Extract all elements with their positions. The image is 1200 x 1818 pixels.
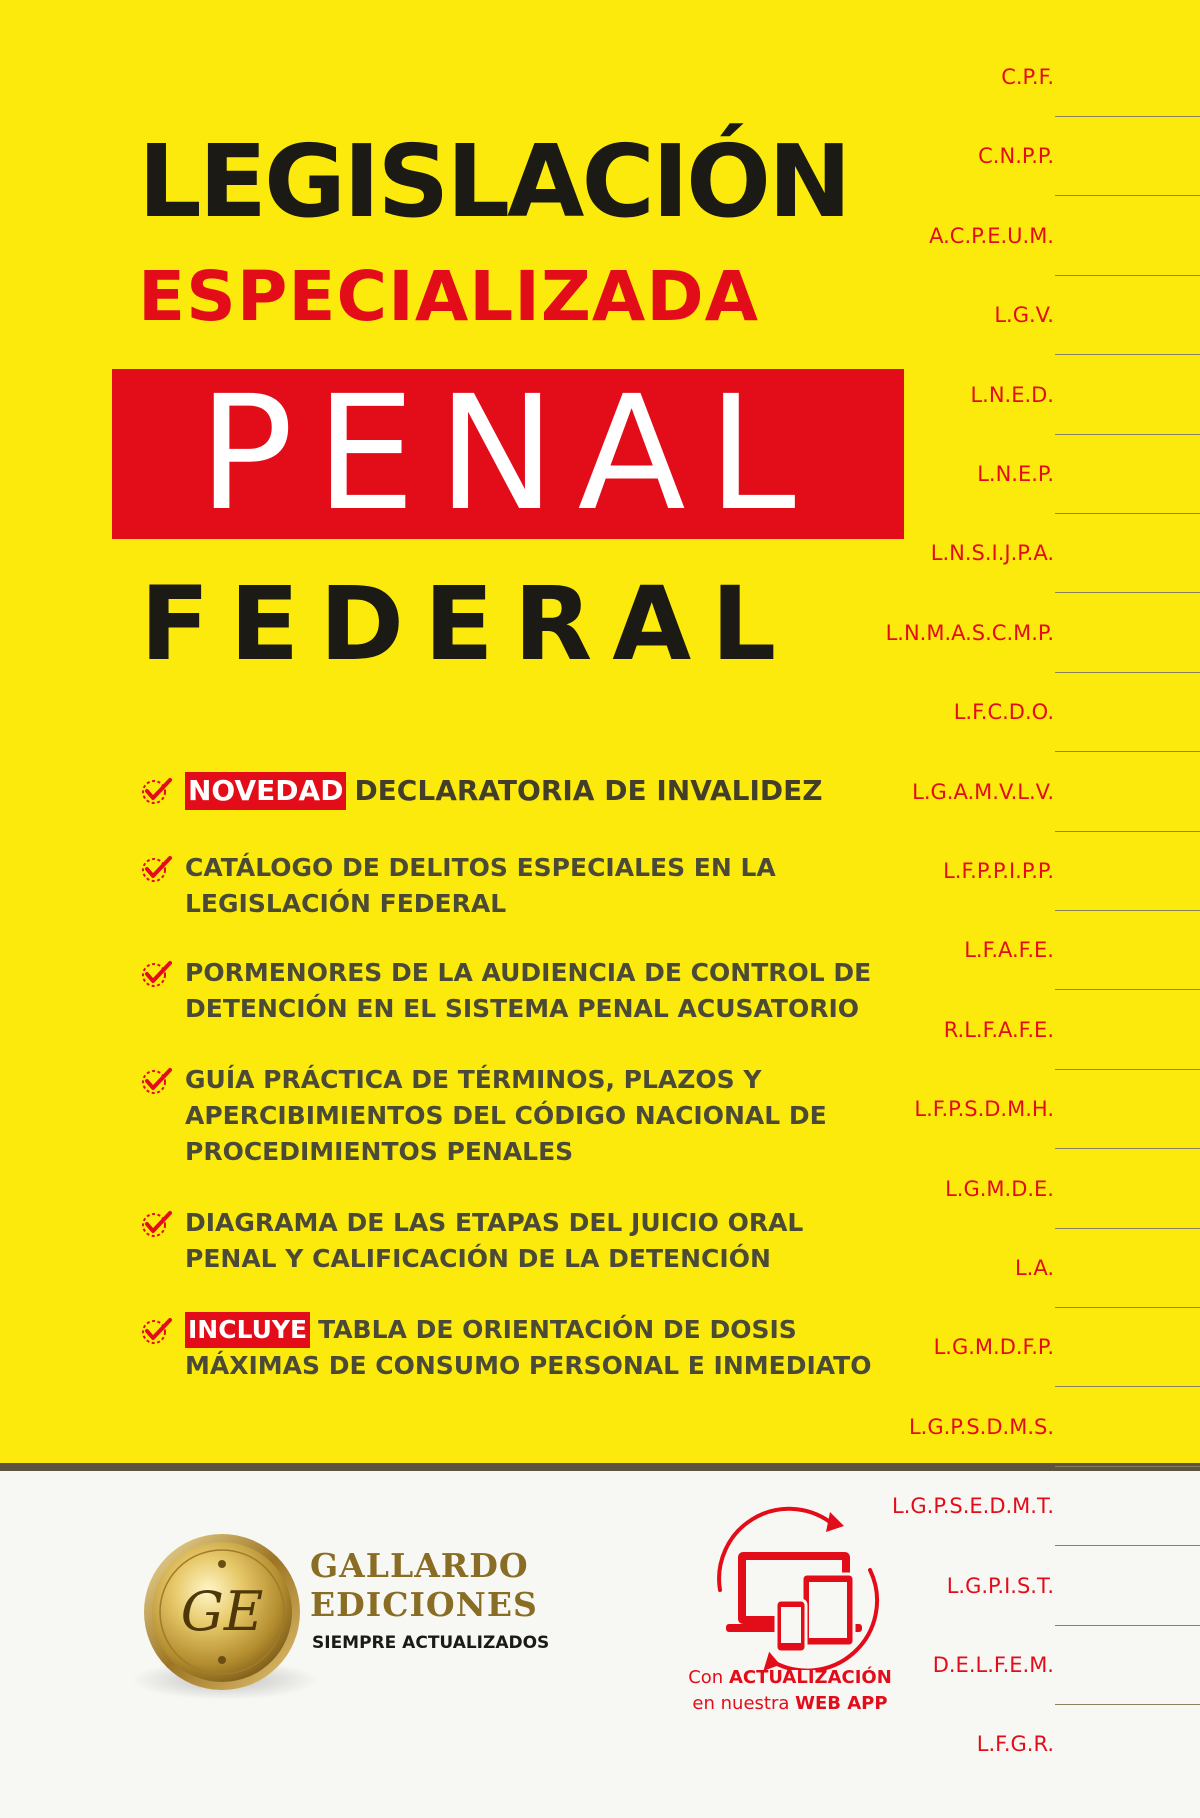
- abbreviation-item: [935, 1547, 1200, 1626]
- feature-tag-badge: INCLUYE: [185, 1312, 310, 1348]
- checkmark-circle-icon: [140, 1066, 174, 1096]
- abbreviation-item: [935, 435, 1200, 514]
- abbreviation-label: L.N.M.A.S.C.M.P.: [885, 620, 1054, 645]
- checkmark-circle-icon: [140, 1316, 174, 1346]
- abbreviation-item: [929, 197, 1200, 276]
- abbreviation-label: L.N.E.D.: [970, 382, 1054, 407]
- abbreviation-item: [935, 356, 1200, 435]
- update-caption-con: Con: [688, 1667, 729, 1688]
- feature-tag-badge: NOVEDAD: [185, 772, 346, 810]
- feature-line: DIAGRAMA DE LAS ETAPAS DEL JUICIO ORAL: [185, 1208, 804, 1237]
- feature-line: [185, 1312, 905, 1348]
- checkmark-circle-icon: [140, 776, 174, 806]
- feature-line: APERCIBIMIENTOS DEL CÓDIGO NACIONAL DE: [185, 1101, 827, 1130]
- update-caption-web-app: WEB APP: [795, 1693, 888, 1714]
- abbreviation-item: [885, 594, 1200, 673]
- abbreviation-label: C.N.P.P.: [978, 144, 1054, 169]
- checkmark-circle-icon: [140, 854, 174, 884]
- feature-text: [185, 850, 905, 922]
- abbreviation-label: C.P.F.: [1001, 65, 1054, 89]
- abbreviation-label: L.F.P.S.D.M.H.: [914, 1097, 1054, 1122]
- abbreviation-label: L.G.V.: [994, 303, 1054, 328]
- gallardo-coin-logo-icon: [142, 1532, 302, 1692]
- abbreviation-item: [935, 38, 1200, 117]
- abbreviation-item: [935, 832, 1200, 911]
- checkmark-circle-icon: [140, 1209, 174, 1239]
- title-penal: PENAL: [198, 362, 818, 546]
- abbreviation-label: L.G.A.M.V.L.V.: [912, 779, 1054, 804]
- publisher-name-line1: GALLARDO: [310, 1546, 529, 1585]
- feature-line: MÁXIMAS DE CONSUMO PERSONAL E INMEDIATO: [185, 1351, 872, 1380]
- feature-line: [185, 772, 905, 810]
- abbreviation-item: [935, 117, 1200, 196]
- update-caption-actualizacion: ACTUALIZACIÓN: [728, 1667, 892, 1688]
- feature-line: PROCEDIMIENTOS PENALES: [185, 1137, 574, 1166]
- abbreviation-item: [930, 514, 1200, 593]
- abbreviation-item: [912, 753, 1200, 832]
- abbreviation-label: L.F.P.P.I.P.P.: [943, 859, 1054, 883]
- laptop-tablet-phone-sync-icon: [680, 1500, 900, 1670]
- publisher-tagline: SIEMPRE ACTUALIZADOS: [312, 1633, 550, 1653]
- abbreviation-item: [935, 1229, 1200, 1308]
- abbreviation-item: [914, 1070, 1200, 1149]
- abbreviation-label: L.F.A.F.E.: [964, 938, 1054, 963]
- abbreviation-label: L.G.M.D.F.P.: [933, 1335, 1054, 1360]
- feature-text: [185, 772, 905, 810]
- publisher-name-line2: EDICIONES: [310, 1585, 538, 1624]
- feature-line-text: DECLARATORIA DE INVALIDEZ: [354, 774, 823, 807]
- title-penal-box: [112, 362, 904, 546]
- abbreviation-item: [935, 991, 1200, 1070]
- abbreviation-item: [892, 1467, 1200, 1546]
- feature-line: GUÍA PRÁCTICA DE TÉRMINOS, PLAZOS Y: [185, 1065, 762, 1094]
- abbreviation-item: [932, 1626, 1200, 1705]
- coin-monogram: GE: [180, 1580, 264, 1643]
- abbreviation-item: [908, 1388, 1200, 1467]
- feature-line-text: TABLA DE ORIENTACIÓN DE DOSIS: [318, 1315, 797, 1344]
- abbreviation-item: [935, 673, 1200, 752]
- feature-text: [185, 1205, 905, 1277]
- abbreviation-label: R.L.F.A.F.E.: [943, 1017, 1054, 1042]
- abbreviation-item: [935, 1150, 1200, 1229]
- feature-line: PORMENORES DE LA AUDIENCIA DE CONTROL DE: [185, 958, 872, 987]
- feature-line: PENAL Y CALIFICACIÓN DE LA DETENCIÓN: [185, 1244, 771, 1273]
- title-legislacion: LEGISLACIÓN: [138, 123, 849, 240]
- feature-text: [185, 955, 905, 1027]
- feature-text: [185, 1062, 905, 1170]
- abbreviation-label: L.N.S.I.J.P.A.: [930, 541, 1054, 566]
- abbreviation-label: L.G.P.I.S.T.: [946, 1573, 1054, 1598]
- title-especializada: ESPECIALIZADA: [138, 257, 759, 337]
- update-caption-en-nuestra: en nuestra: [692, 1693, 796, 1714]
- checkmark-circle-icon: [140, 959, 174, 989]
- title-federal: FEDERAL: [140, 565, 797, 684]
- abbreviation-label: D.E.L.F.E.M.: [932, 1653, 1054, 1677]
- abbreviation-label: L.N.E.P.: [977, 462, 1054, 486]
- abbreviation-label: L.G.M.D.E.: [945, 1176, 1054, 1201]
- abbreviation-item: [935, 276, 1200, 355]
- abbreviation-label: L.A.: [1014, 1256, 1054, 1280]
- feature-line: DETENCIÓN EN EL SISTEMA PENAL ACUSATORIO: [185, 994, 860, 1023]
- abbreviation-label: A.C.P.E.U.M.: [929, 223, 1054, 248]
- abbreviation-label: L.F.G.R.: [976, 1732, 1054, 1757]
- update-caption-line1: [640, 1666, 940, 1690]
- update-caption-line2: [640, 1692, 940, 1716]
- abbreviation-label: L.G.P.S.E.D.M.T.: [892, 1494, 1054, 1519]
- feature-text: [185, 1312, 905, 1384]
- abbreviation-item: [935, 911, 1200, 990]
- abbreviation-label: L.G.P.S.D.M.S.: [908, 1414, 1054, 1439]
- abbreviation-item: [935, 1705, 1200, 1784]
- feature-line: LEGISLACIÓN FEDERAL: [185, 889, 507, 918]
- feature-line: CATÁLOGO DE DELITOS ESPECIALES EN LA: [185, 853, 776, 882]
- abbreviation-item: [935, 1308, 1200, 1387]
- abbreviation-label: L.F.C.D.O.: [953, 700, 1054, 725]
